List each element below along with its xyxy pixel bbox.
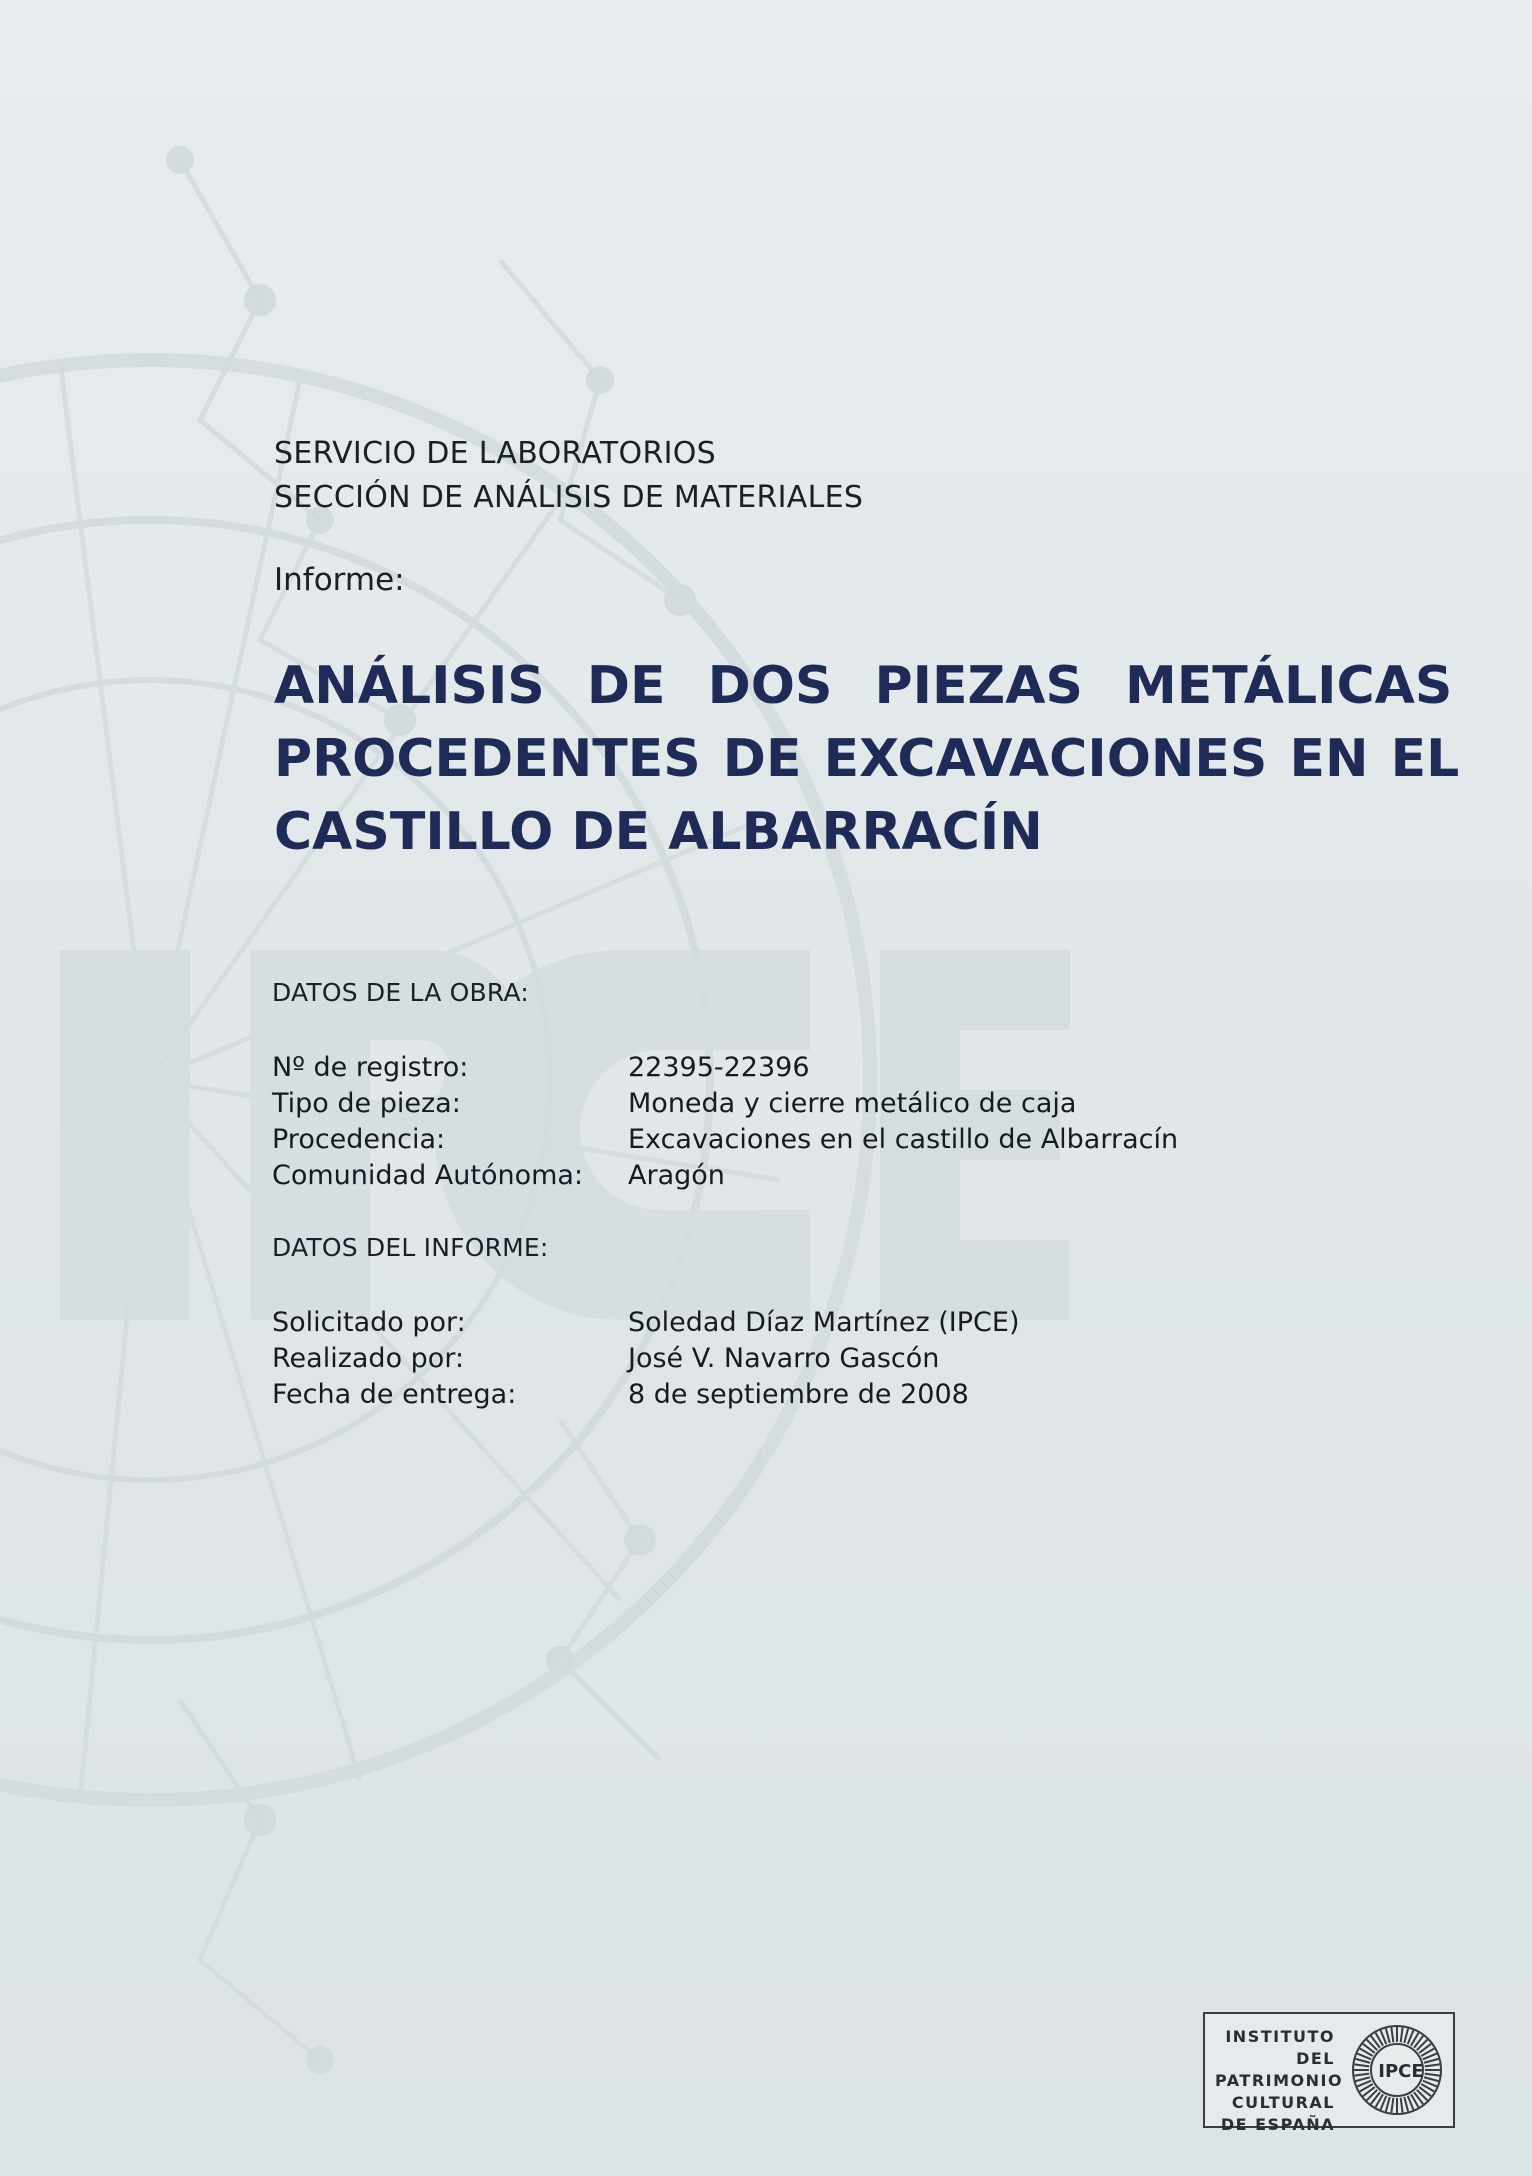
logo-line: CULTURAL xyxy=(1231,2093,1335,2112)
seal-ray xyxy=(1425,2074,1440,2076)
informe-label: Informe: xyxy=(274,562,405,598)
field-value: 22395-22396 xyxy=(628,1052,810,1083)
field-label: Tipo de pieza: xyxy=(272,1088,461,1119)
seal-ray xyxy=(1354,2064,1369,2066)
seal-ray xyxy=(1401,2098,1403,2113)
field-label: Solicitado por: xyxy=(272,1307,466,1338)
report-title xyxy=(274,650,1460,869)
field-value: Soledad Díaz Martínez (IPCE) xyxy=(628,1307,1020,1338)
seal-ray xyxy=(1424,2077,1438,2081)
seal-ray xyxy=(1355,2077,1369,2081)
field-label: Nº de registro: xyxy=(272,1052,469,1083)
datos-informe-heading: DATOS DEL INFORME: xyxy=(272,1233,549,1262)
report-title-line: PROCEDENTES DE EXCAVACIONES EN EL xyxy=(274,729,1460,789)
logo-line: DE ESPAÑA xyxy=(1220,2115,1335,2134)
report-title-line: CASTILLO DE ALBARRACÍN xyxy=(274,802,1043,862)
logo-line: PATRIMONIO xyxy=(1215,2071,1344,2090)
seal-ray xyxy=(1404,2097,1408,2111)
ipce-seal-icon xyxy=(1349,2022,1445,2118)
field-value: José V. Navarro Gascón xyxy=(628,1343,940,1374)
seal-ray xyxy=(1404,2028,1408,2042)
section-name: SECCIÓN DE ANÁLISIS DE MATERIALES xyxy=(274,480,864,515)
seal-ray xyxy=(1386,2097,1390,2111)
field-value: Aragón xyxy=(628,1160,725,1191)
seal-ray xyxy=(1424,2059,1438,2063)
seal-text: IPCE xyxy=(1378,2061,1424,2082)
field-value: Excavaciones en el castillo de Albarracín xyxy=(628,1124,1179,1155)
field-label: Comunidad Autónoma: xyxy=(272,1160,584,1191)
datos-obra-heading: DATOS DE LA OBRA: xyxy=(272,978,529,1007)
field-label: Realizado por: xyxy=(272,1343,465,1374)
field-label: Fecha de entrega: xyxy=(272,1379,517,1410)
seal-ray xyxy=(1354,2074,1369,2076)
field-value: 8 de septiembre de 2008 xyxy=(628,1379,969,1410)
seal-ray xyxy=(1355,2059,1369,2063)
header-block xyxy=(274,432,863,520)
seal-ray xyxy=(1386,2028,1390,2042)
seal-ray xyxy=(1425,2064,1440,2066)
report-title-line: ANÁLISIS DE DOS PIEZAS METÁLICAS xyxy=(274,656,1453,716)
seal-ray xyxy=(1391,2098,1393,2113)
field-label: Procedencia: xyxy=(272,1124,446,1155)
logo-line: INSTITUTO DEL xyxy=(1225,2027,1335,2068)
department-name: SERVICIO DE LABORATORIOS xyxy=(274,436,717,471)
seal-ray xyxy=(1401,2027,1403,2042)
ipce-logo xyxy=(1203,2012,1455,2134)
logo-text xyxy=(1215,2026,1344,2136)
field-value: Moneda y cierre metálico de caja xyxy=(628,1088,1077,1119)
seal-ray xyxy=(1391,2027,1393,2042)
